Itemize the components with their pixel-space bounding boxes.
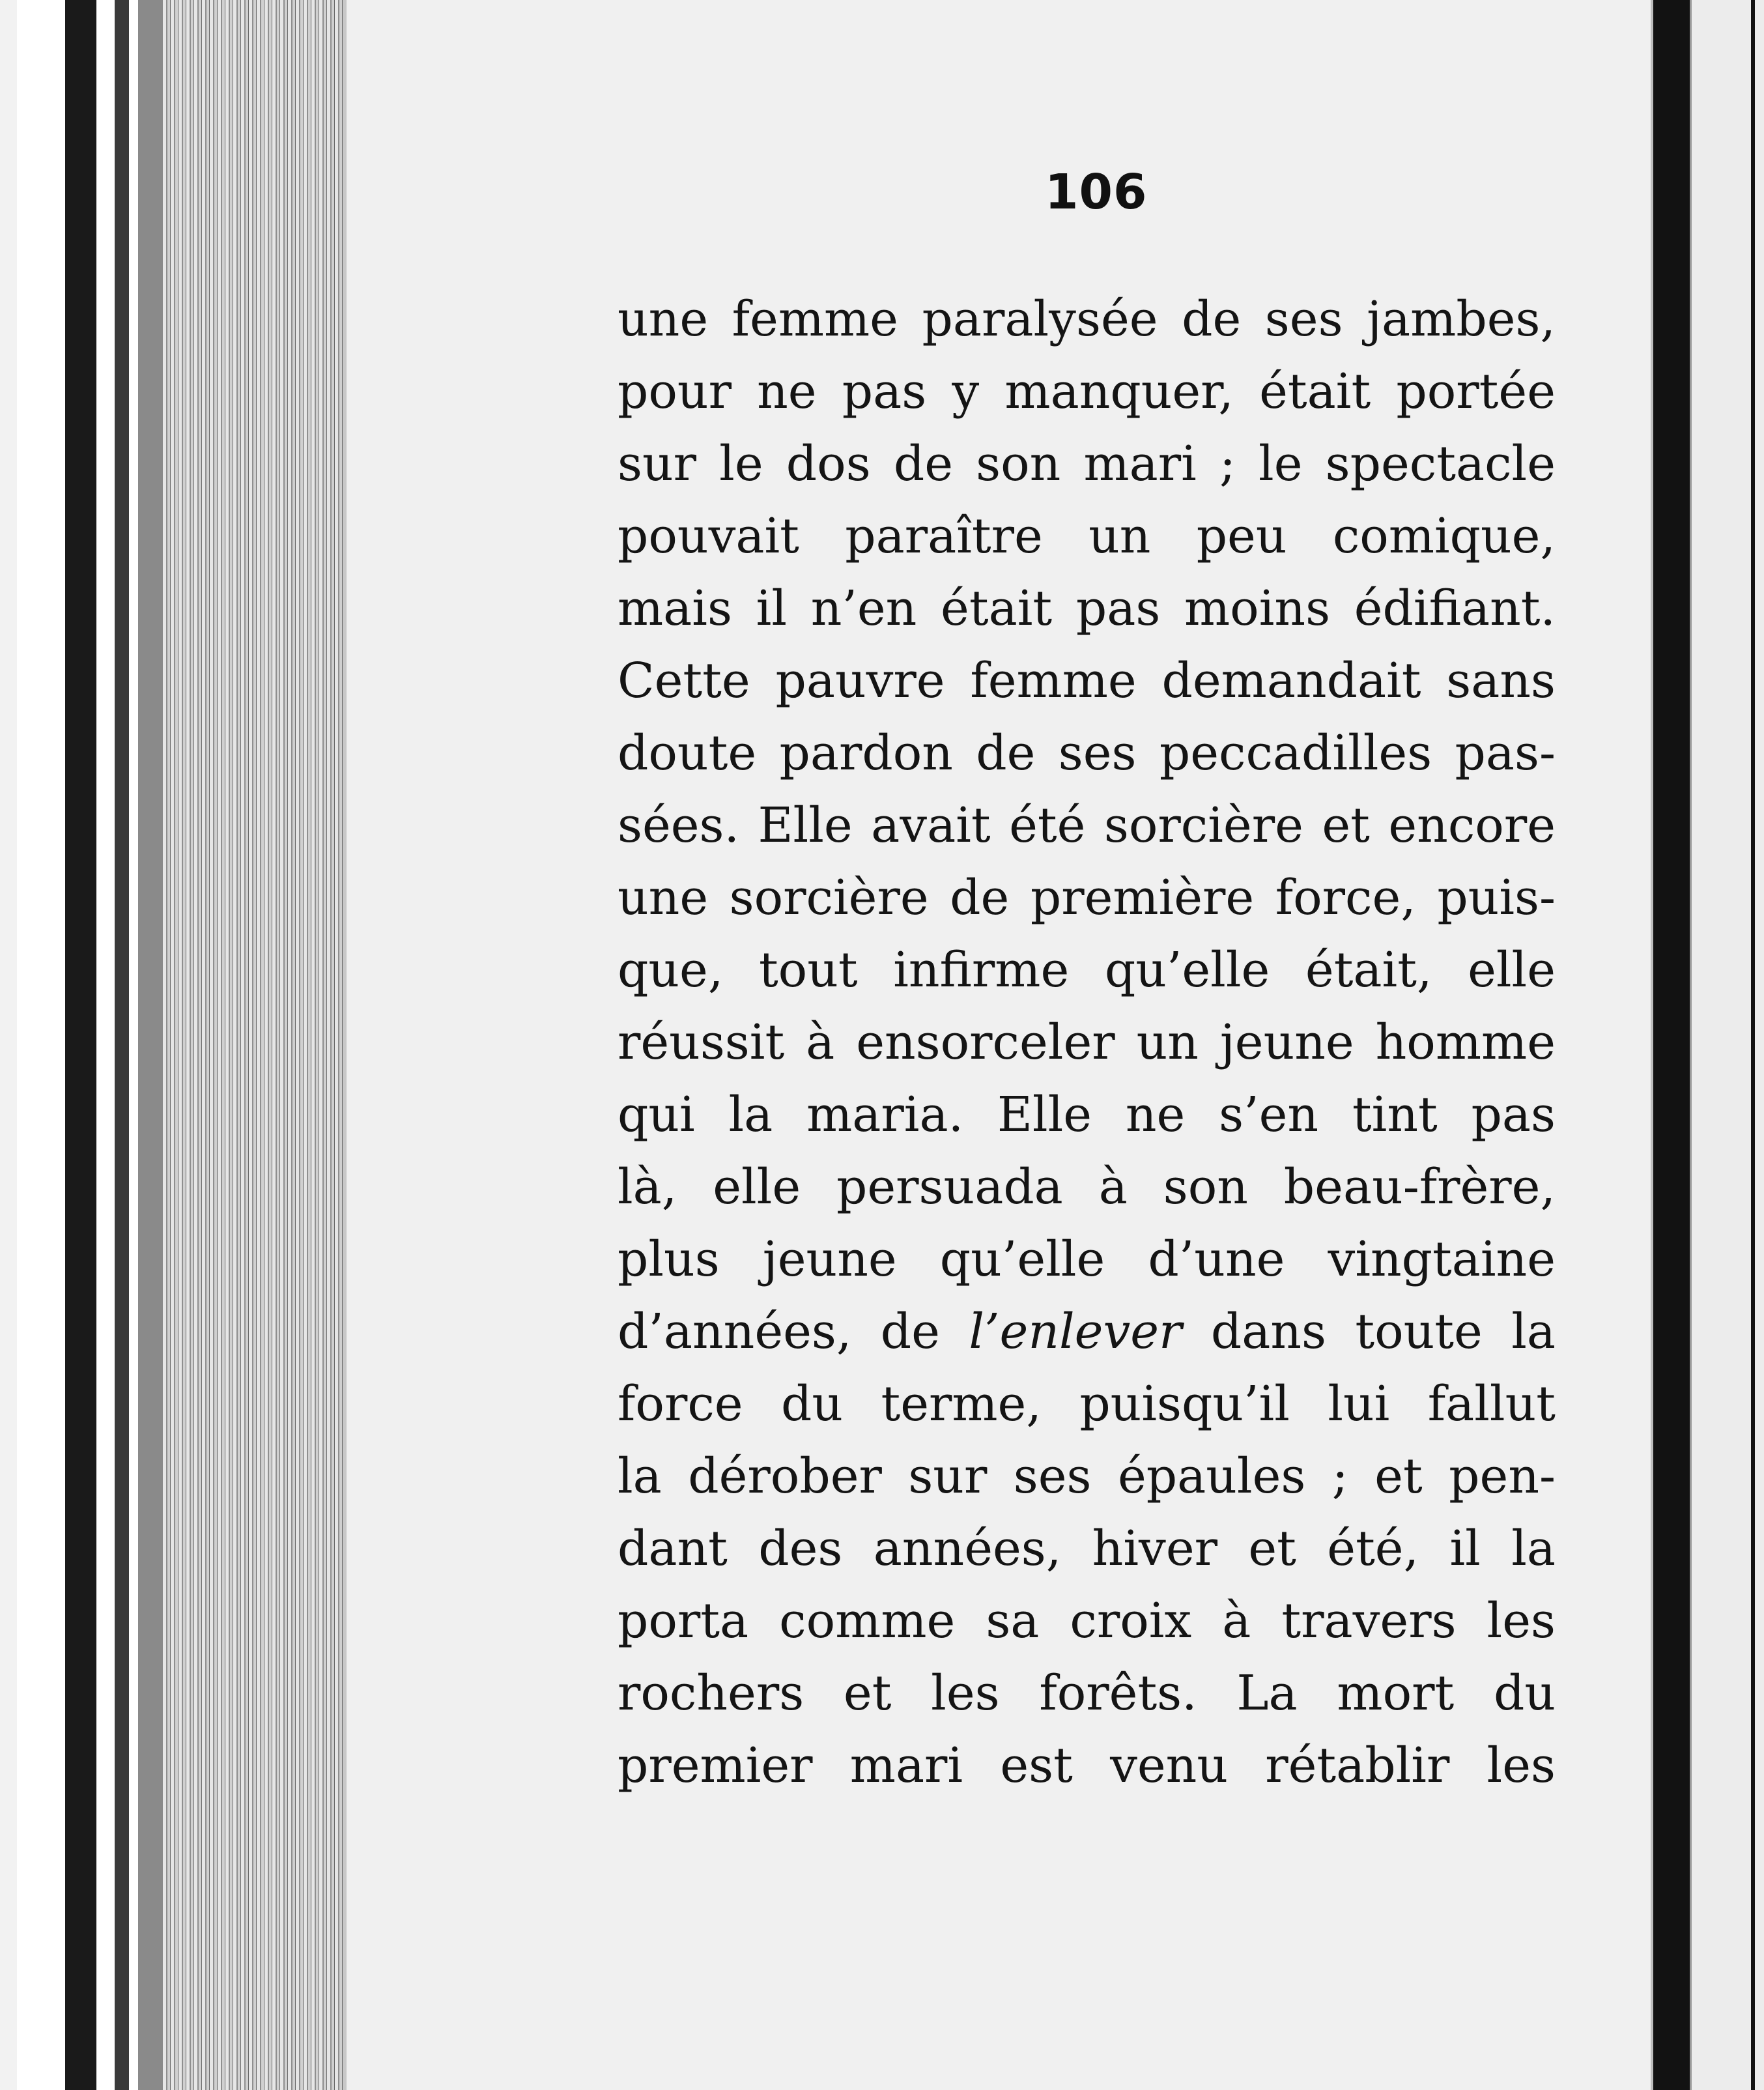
text-line: la dérober sur ses épaules ; et pen-	[618, 1448, 1556, 1504]
binding-line	[115, 0, 129, 2090]
text-line: doute pardon de ses peccadilles pas-	[618, 725, 1556, 781]
text-line: pouvait paraître un peu comique,	[618, 508, 1556, 564]
text-segment: d’années, de	[618, 1304, 969, 1360]
text-line: une sorcière de première force, puis-	[618, 870, 1556, 926]
text-line-with-italic	[618, 1296, 1556, 1368]
text-segment: dans toute la	[1182, 1304, 1556, 1360]
page-number: 106	[1045, 164, 1148, 220]
right-page-strip	[1690, 0, 1764, 2090]
italic-word: l’enlever	[969, 1304, 1182, 1360]
text-line: que, tout infirme qu’elle était, elle	[618, 942, 1556, 998]
text-line: mais il n’en était pas moins édifiant.	[618, 580, 1556, 637]
text-line: premier mari est venu rétablir les	[618, 1738, 1556, 1794]
page-edges-stack	[163, 0, 343, 2090]
text-line: une femme paralysée de ses jambes,	[618, 291, 1556, 347]
body-text	[618, 283, 1556, 1802]
book-cover-edge	[65, 0, 96, 2090]
text-line: qui la maria. Elle ne s’en tint pas	[618, 1087, 1556, 1143]
text-line: là, elle persuada à son beau-frère,	[618, 1159, 1556, 1215]
text-line: sur le dos de son mari ; le spectacle	[618, 436, 1556, 492]
text-line: porta comme sa croix à travers les	[618, 1593, 1556, 1649]
text-line: Cette pauvre femme demandait sans	[618, 653, 1556, 709]
text-line: rochers et les forêts. La mort du	[618, 1665, 1556, 1721]
binding-shadow	[138, 0, 163, 2090]
outer-margin	[0, 0, 17, 2090]
right-cover-board	[1653, 0, 1690, 2090]
text-line: plus jeune qu’elle d’une vingtaine	[618, 1231, 1556, 1287]
text-line: force du terme, puisqu’il lui fallut	[618, 1376, 1556, 1432]
text-line: pour ne pas y manquer, était portée	[618, 364, 1556, 420]
text-line: réussit à ensorceler un jeune homme	[618, 1014, 1556, 1070]
text-line: dant des années, hiver et été, il la	[618, 1521, 1556, 1577]
text-line: sées. Elle avait été sorcière et encore	[618, 797, 1556, 853]
